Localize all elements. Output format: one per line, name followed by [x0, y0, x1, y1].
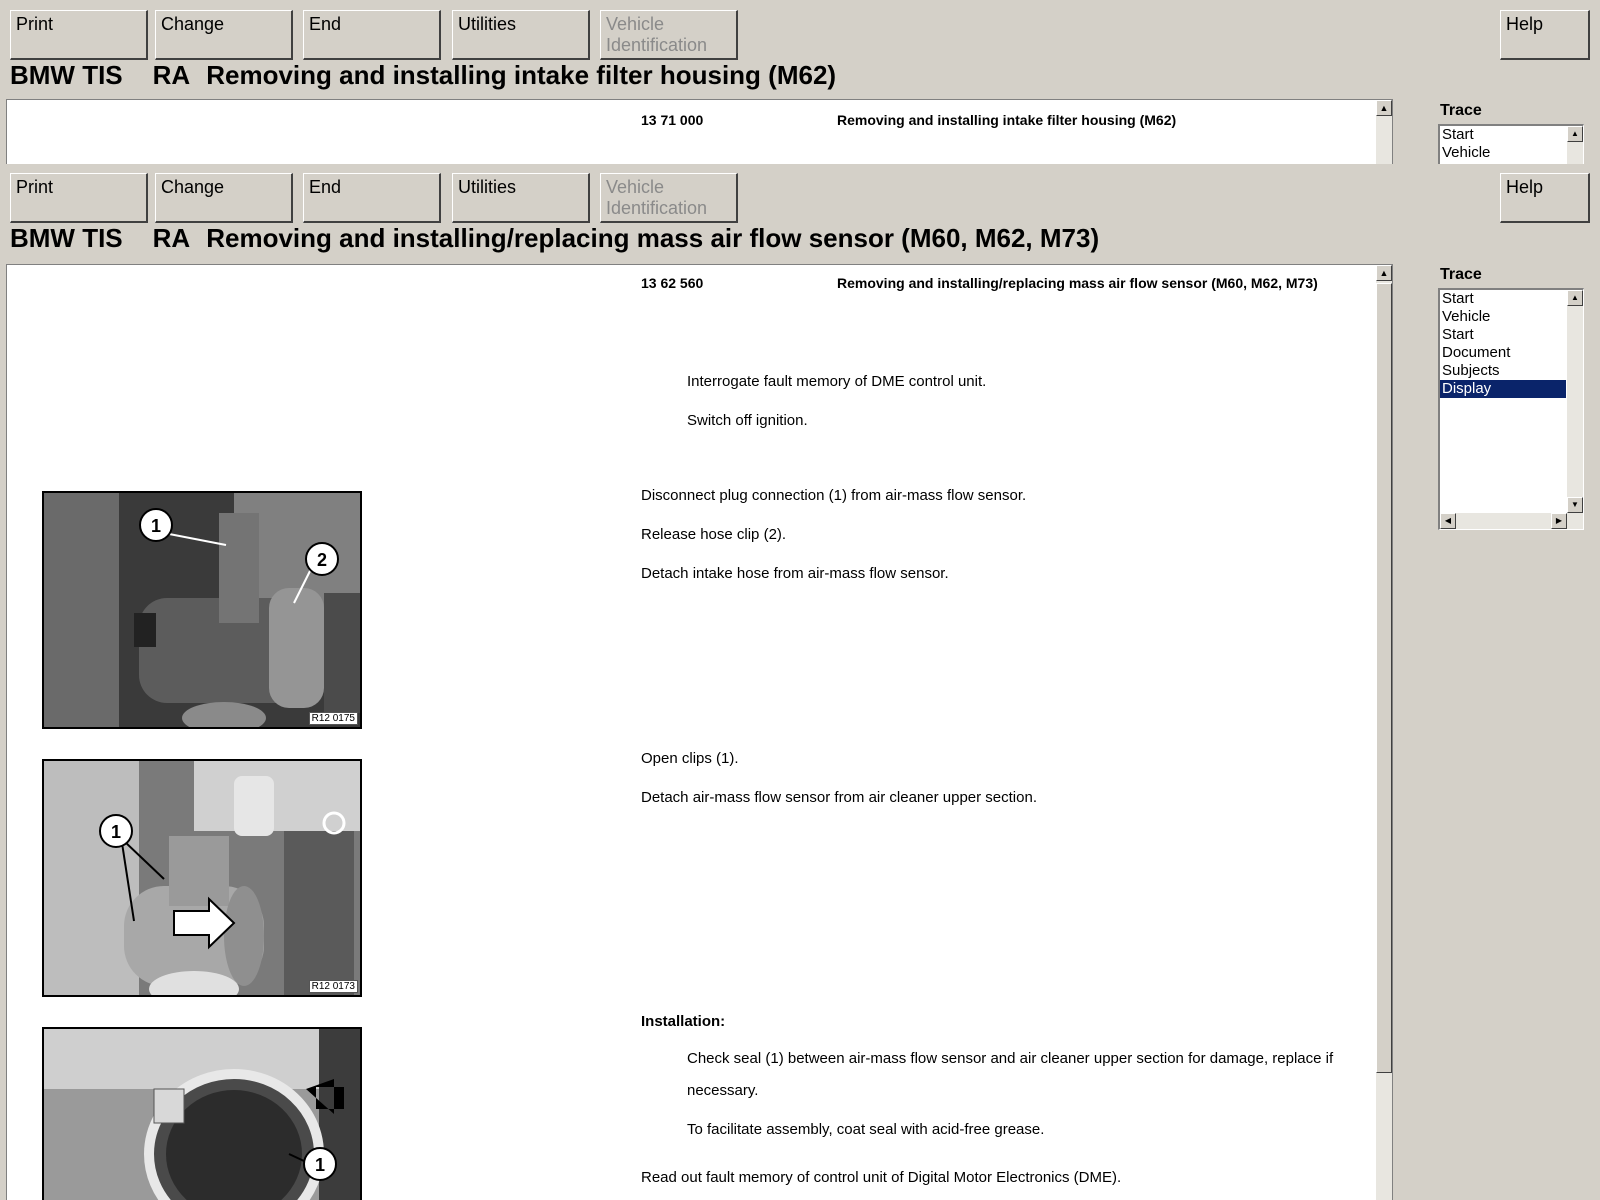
step-text: Detach air-mass flow sensor from air cleaner upper section.: [641, 789, 1037, 806]
step-text: Open clips (1).: [641, 750, 739, 767]
trace-list[interactable]: [1438, 124, 1584, 167]
step-text: Interrogate fault memory of DME control unit.: [687, 373, 987, 390]
figure-label: R12 0173: [309, 980, 358, 993]
callout-1: 1: [315, 1155, 326, 1175]
window-intake-filter-housing: [0, 0, 1600, 167]
document-pane[interactable]: [6, 264, 1393, 1200]
change-button[interactable]: Change: [155, 173, 293, 223]
trace-scroll-down-icon[interactable]: ▼: [1567, 497, 1583, 513]
document-scrollbar[interactable]: [1376, 100, 1392, 167]
scroll-up-arrow-icon[interactable]: ▲: [1376, 265, 1392, 281]
document-pane[interactable]: [6, 99, 1393, 167]
trace-label: Trace: [1440, 266, 1482, 283]
app-name: BMW TIS: [10, 223, 123, 253]
trace-item[interactable]: Subjects: [1442, 362, 1500, 379]
step-text: Disconnect plug connection (1) from air-mass flow sensor.: [641, 487, 1027, 504]
trace-item[interactable]: Start: [1442, 290, 1474, 307]
scroll-thumb[interactable]: [1376, 283, 1392, 1073]
callout-overlay: [44, 1029, 360, 1200]
callout-2: 2: [317, 550, 328, 570]
page-title: [10, 60, 836, 91]
scroll-up-arrow-icon[interactable]: ▲: [1376, 100, 1392, 116]
figure-open-clips: [42, 759, 362, 997]
callout-overlay: [44, 493, 360, 727]
trace-scroll-up-icon[interactable]: ▲: [1567, 126, 1583, 142]
trace-list[interactable]: [1438, 288, 1584, 530]
trace-scroll-right-icon[interactable]: ▶: [1551, 513, 1567, 529]
utilities-button[interactable]: Utilities: [452, 173, 590, 223]
app-name: BMW TIS: [10, 60, 123, 90]
document-title: Removing and installing intake filter housing (M62): [837, 112, 1177, 128]
callout-overlay: [44, 761, 360, 995]
trace-scrollbar[interactable]: [1567, 290, 1583, 529]
help-button[interactable]: Help: [1500, 10, 1590, 60]
trace-scroll-left-icon[interactable]: ◀: [1440, 513, 1456, 529]
title-text: Removing and installing/replacing mass air flow sensor (M60, M62, M73): [206, 223, 1100, 253]
installation-heading: Installation:: [641, 1013, 726, 1030]
document-number: 13 62 560: [641, 275, 704, 291]
print-button[interactable]: Print: [10, 10, 148, 60]
document-title: Removing and installing/replacing mass air flow sensor (M60, M62, M73): [837, 275, 1318, 291]
step-text: Check seal (1) between air-mass flow sensor and air cleaner upper section for damage, replace if necessary.: [687, 1050, 1334, 1099]
document-scrollbar[interactable]: [1376, 265, 1392, 1200]
figure-label: R12 0175: [309, 712, 358, 725]
step-text: To facilitate assembly, coat seal with acid-free grease.: [687, 1121, 1045, 1138]
doc-type: RA: [152, 60, 191, 90]
page-title: [10, 223, 1099, 254]
document-number: 13 71 000: [641, 112, 704, 128]
trace-item[interactable]: Vehicle: [1442, 308, 1491, 325]
trace-item[interactable]: Start: [1442, 326, 1474, 343]
trace-item[interactable]: Vehicle: [1442, 144, 1491, 161]
callout-1: 1: [151, 516, 162, 536]
trace-item[interactable]: Start: [1442, 126, 1474, 143]
print-button[interactable]: Print: [10, 173, 148, 223]
end-button[interactable]: End: [303, 10, 441, 60]
step-text: Release hose clip (2).: [641, 526, 787, 543]
step-text: Switch off ignition.: [687, 412, 808, 429]
title-text: Removing and installing intake filter housing (M62): [206, 60, 837, 90]
window-mass-air-flow-sensor: [0, 164, 1600, 1200]
vehicle-identification-button: Vehicle Identification: [600, 173, 738, 223]
figure-seal: [42, 1027, 362, 1200]
vehicle-identification-button: Vehicle Identification: [600, 10, 738, 60]
doc-type: RA: [152, 223, 191, 253]
trace-hscrollbar[interactable]: [1440, 513, 1567, 529]
trace-scrollbar[interactable]: [1567, 126, 1583, 167]
figure-plug-connection: [42, 491, 362, 729]
trace-label: Trace: [1440, 102, 1482, 119]
callout-1: 1: [111, 822, 122, 842]
trace-item[interactable]: Document: [1442, 344, 1511, 361]
trace-item-selected[interactable]: Display: [1440, 380, 1566, 398]
step-text: Detach intake hose from air-mass flow sensor.: [641, 565, 949, 582]
change-button[interactable]: Change: [155, 10, 293, 60]
step-text: Read out fault memory of control unit of Digital Motor Electronics (DME).: [641, 1169, 1122, 1186]
utilities-button[interactable]: Utilities: [452, 10, 590, 60]
end-button[interactable]: End: [303, 173, 441, 223]
help-button[interactable]: Help: [1500, 173, 1590, 223]
trace-scroll-up-icon[interactable]: ▲: [1567, 290, 1583, 306]
